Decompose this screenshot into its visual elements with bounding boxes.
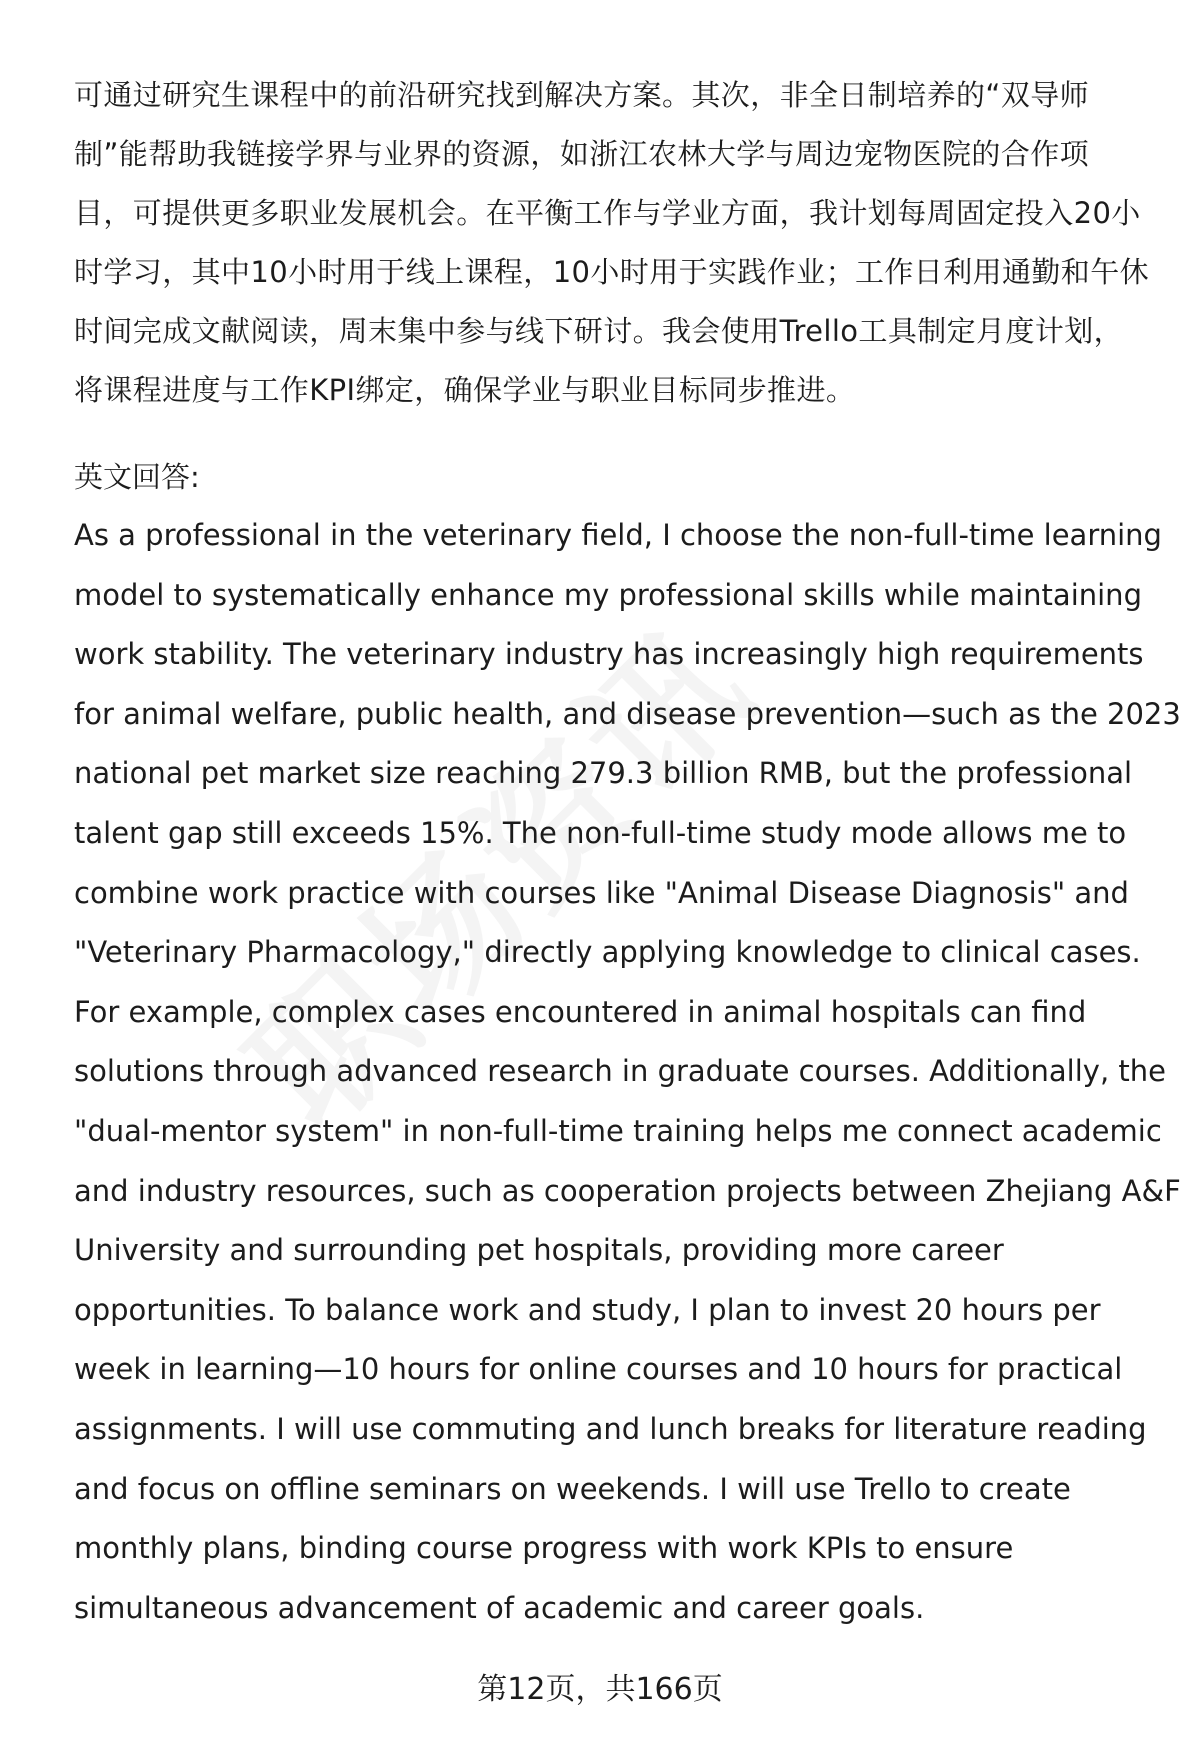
text-line: simultaneous advancement of academic and career goals. (74, 1590, 925, 1625)
text-line: 目，可提供更多职业发展机会。在平衡工作与学业方面，我计划每周固定投入20小 (74, 196, 1141, 230)
text-line: 将课程进度与工作KPI绑定，确保学业与职业目标同步推进。 (74, 373, 856, 407)
text-line: University and surrounding pet hospitals, providing more career (74, 1233, 1004, 1268)
text-line: "dual-mentor system" in non-full-time training helps me connect academic (74, 1113, 1162, 1148)
text-line: 时学习，其中10小时用于线上课程，10小时用于实践作业；工作日利用通勤和午休 (74, 255, 1150, 289)
chinese-answer-text (74, 66, 1154, 420)
text-line: "Veterinary Pharmacology," directly applying knowledge to clinical cases. (74, 935, 1141, 970)
text-line: and focus on offline seminars on weekends. I will use Trello to create (74, 1471, 1071, 1506)
text-line: model to systematically enhance my professional skills while maintaining (74, 577, 1142, 612)
text-line: opportunities. To balance work and study, I plan to invest 20 hours per (74, 1292, 1101, 1327)
page-number: 第12页，共166页 (477, 1672, 723, 1707)
text-line: For example, complex cases encountered in animal hospitals can find (74, 994, 1087, 1029)
text-line: 时间完成文献阅读，周末集中参与线下研讨。我会使用Trello工具制定月度计划， (74, 314, 1124, 348)
text-line: work stability. The veterinary industry has increasingly high requirements (74, 637, 1144, 672)
text-line: week in learning—10 hours for online courses and 10 hours for practical (74, 1352, 1123, 1387)
english-answer-text (74, 506, 1181, 1638)
text-line: 制”能帮助我链接学界与业界的资源，如浙江农林大学与周边宠物医院的合作项 (74, 137, 1090, 171)
text-line: assignments. I will use commuting and lunch breaks for literature reading (74, 1411, 1147, 1446)
text-line: and industry resources, such as cooperation projects between Zhejiang A&F (74, 1173, 1181, 1208)
text-line: solutions through advanced research in graduate courses. Additionally, the (74, 1054, 1166, 1089)
text-line: combine work practice with courses like "Animal Disease Diagnosis" and (74, 875, 1129, 910)
text-line: for animal welfare, public health, and disease prevention—such as the 2023 (74, 696, 1181, 731)
text-line: talent gap still exceeds 15%. The non-full-time study mode allows me to (74, 815, 1127, 850)
text-line: national pet market size reaching 279.3 billion RMB, but the professional (74, 756, 1133, 791)
text-line: monthly plans, binding course progress with work KPIs to ensure (74, 1531, 1014, 1566)
text-line: 可通过研究生课程中的前沿研究找到解决方案。其次，非全日制培养的“双导师 (74, 78, 1090, 112)
english-answer-label: 英文回答: (74, 460, 200, 494)
text-line: As a professional in the veterinary field, I choose the non-full-time learning (74, 518, 1162, 552)
